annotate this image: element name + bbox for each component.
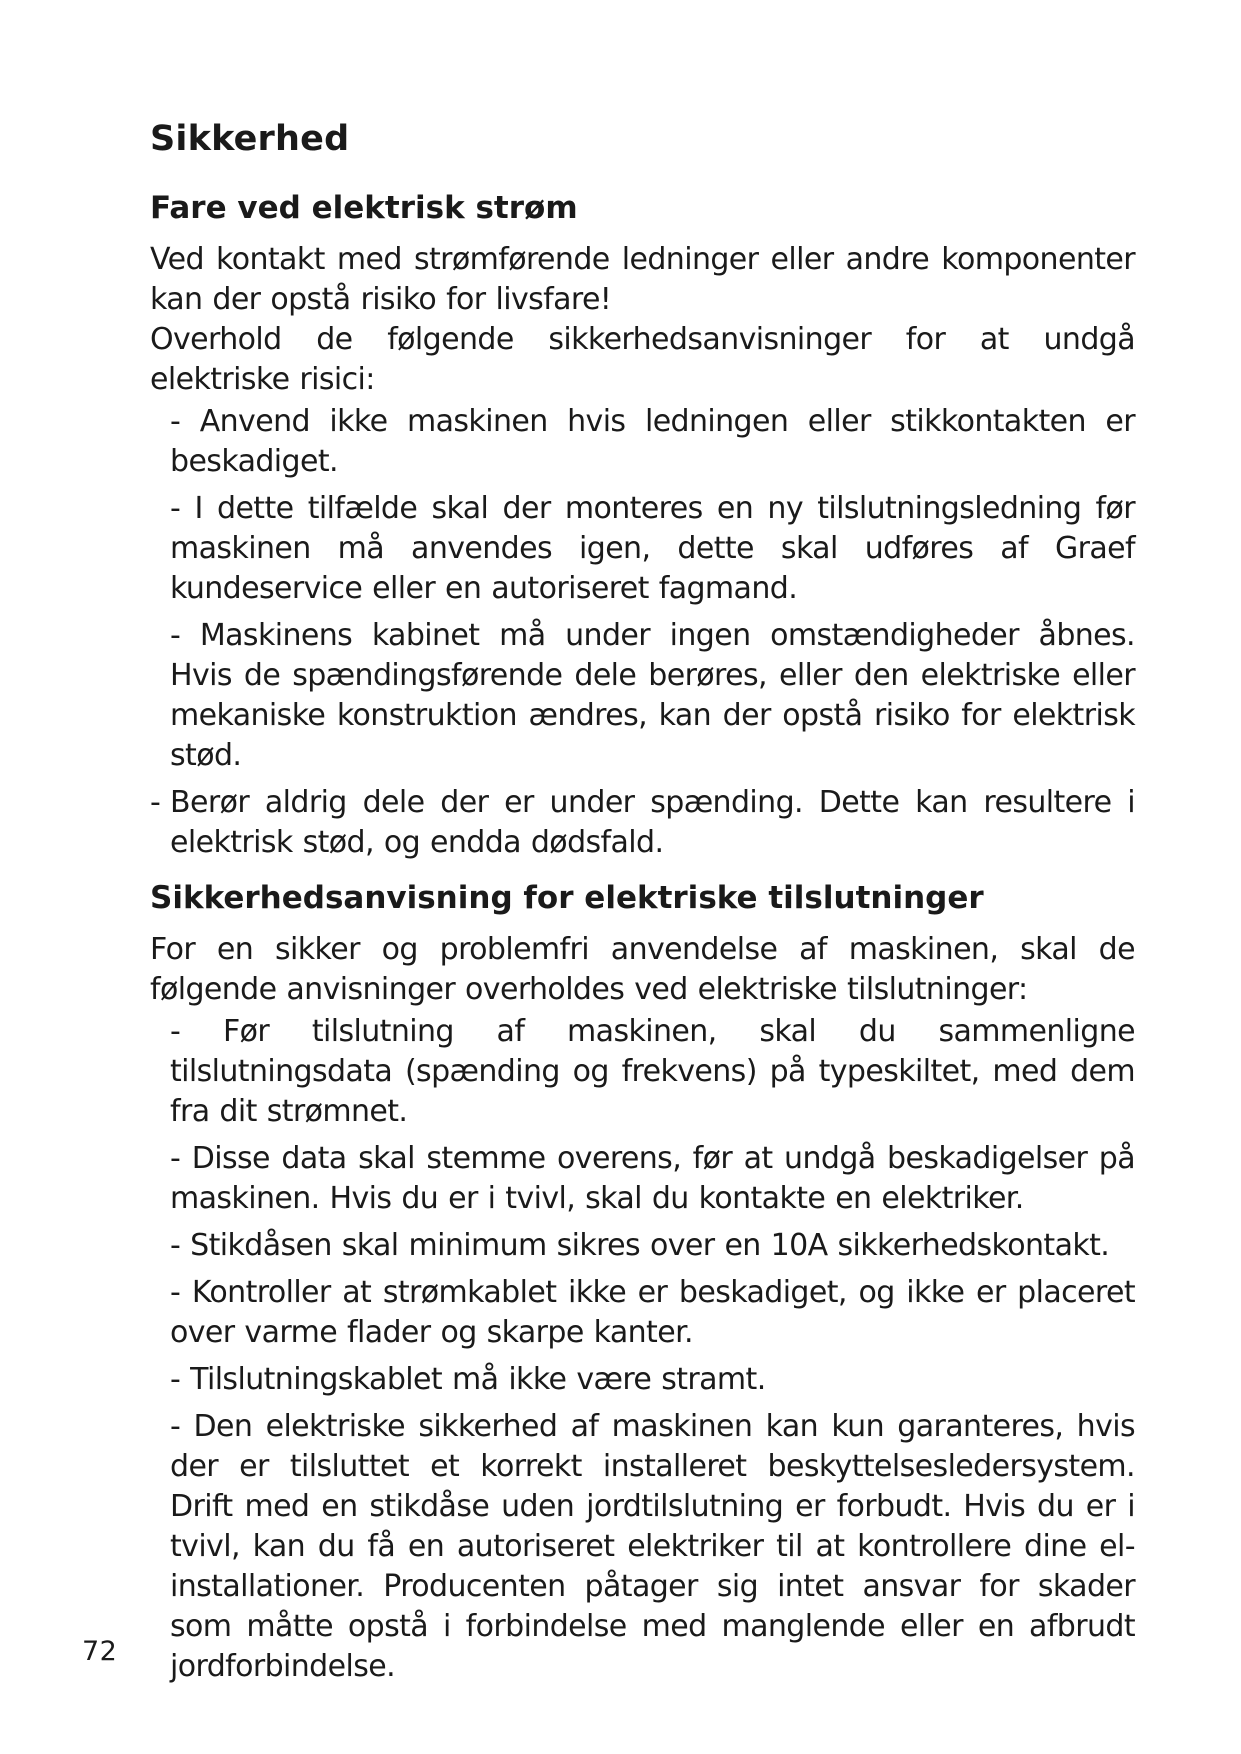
page-title: Sikkerhed: [150, 119, 350, 159]
safety-list: [150, 402, 1135, 863]
list-item: - Anvend ikke maskinen hvis ledningen eller stikkontakten er beskadiget.: [170, 403, 1135, 479]
list-item: - Disse data skal stemme overens, før at undgå beskadigelser på maskinen. Hvis du er i tvivl, skal du kontakte en elektriker.: [170, 1140, 1135, 1216]
list-item: - Kontroller at strømkablet ikke er beskadiget, og ikke er placeret over varme flader og skarpe kanter.: [170, 1274, 1135, 1350]
list-item-text: Berør aldrig dele der er under spænding. Dette kan resultere i elektrisk stød, og endda dødsfald.: [170, 784, 1135, 860]
list-item: - I dette tilfælde skal der monteres en ny tilslutningsledning før maskinen må anvendes igen, dette skal udføres af Graef kundeservice eller en autoriseret fagmand.: [170, 490, 1135, 606]
section-electric-hazard: [150, 189, 1135, 863]
list-item: - Maskinens kabinet må under ingen omstændigheder åbnes. Hvis de spændingsførende dele berøres, eller den elektriske eller mekaniske konstruktion ændres, kan der opstå risiko for elektrisk stød.: [170, 617, 1135, 773]
safety-list: [150, 1012, 1135, 1687]
list-item: - Før tilslutning af maskinen, skal du sammenligne tilslutningsdata (spænding og frekvens) på typeskiltet, med dem fra dit strømnet.: [170, 1013, 1135, 1129]
section-title: Fare ved elektrisk strøm: [150, 190, 578, 226]
page-content: [150, 118, 1135, 1694]
page-number: 72: [82, 1636, 118, 1667]
intro-paragraph: For en sikker og problemfri anvendelse af maskinen, skal de følgende anvisninger overholdes ved elektriske tilslutninger:: [150, 931, 1135, 1007]
list-dash: -: [150, 784, 161, 820]
list-item: [150, 783, 1135, 863]
intro-paragraph: Ved kontakt med strømførende ledninger eller andre komponenter kan der opstå risiko for livsfare!: [150, 241, 1135, 317]
intro-paragraph: Overhold de følgende sikkerhedsanvisninger for at undgå elektriske risici:: [150, 321, 1135, 397]
section-electrical-connections: [150, 879, 1135, 1687]
list-item: - Stikdåsen skal minimum sikres over en 10A sikkerhedskontakt.: [170, 1227, 1110, 1263]
section-title: Sikkerhedsanvisning for elektriske tilslutninger: [150, 879, 984, 916]
list-item: - Den elektriske sikkerhed af maskinen kan kun garanteres, hvis der er tilsluttet et korrekt installeret beskyttelsesledersystem. Drift med en stikdåse uden jordtilslutning er forbudt. Hvis du er i tvivl, kan du få en autoriseret elektriker til at kontrollere dine el-installationer. Producenten påtager sig intet ansvar for skader som måtte opstå i forbindelse med manglende eller en afbrudt jordforbindelse.: [170, 1408, 1135, 1684]
list-item: - Tilslutningskablet må ikke være stramt.: [170, 1361, 766, 1397]
